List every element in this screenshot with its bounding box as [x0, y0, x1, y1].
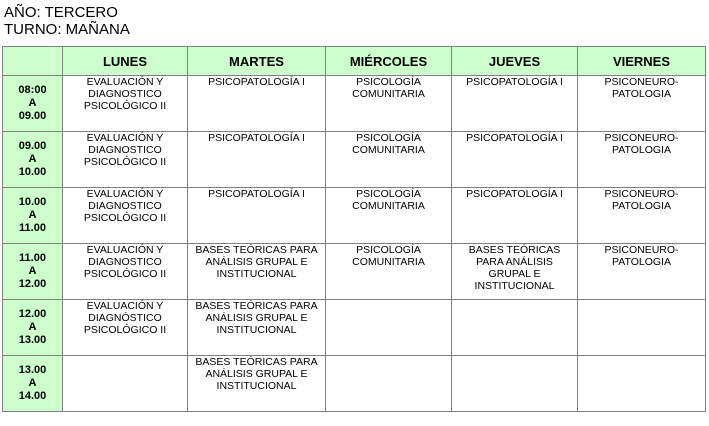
subject-line: COMUNITARIA — [352, 256, 425, 268]
class-cell — [63, 300, 188, 356]
subject-line: PSICOLOGÍA — [356, 132, 421, 144]
subject-line: EVALUACIÓN Y — [86, 244, 164, 256]
time-slot-row — [3, 188, 706, 244]
subject-line: PATOLOGIA — [612, 144, 671, 156]
empty-cell — [326, 356, 452, 412]
shift-title: TURNO: MAÑANA — [4, 21, 130, 38]
empty-cell — [63, 356, 188, 412]
time-slot-label — [3, 132, 63, 188]
class-cell — [452, 188, 578, 244]
subject-line: ANÁLISIS GRUPAL E — [205, 312, 308, 324]
time-slot-line: A — [28, 377, 37, 389]
class-cell — [63, 188, 188, 244]
empty-cell — [452, 356, 578, 412]
subject-line: PSICONEURO- — [604, 188, 679, 200]
class-cell — [188, 356, 326, 412]
time-slot-line: 13.00 — [18, 334, 47, 346]
class-cell — [578, 76, 706, 132]
subject-line: COMUNITARIA — [352, 144, 425, 156]
empty-cell — [578, 356, 706, 412]
time-slot-line: 14.00 — [18, 390, 47, 402]
class-cell — [326, 244, 452, 300]
subject-line: EVALUACIÓN Y — [86, 300, 164, 312]
class-cell — [188, 244, 326, 300]
time-slot-row — [3, 244, 706, 300]
time-slot-line: 11.00 — [19, 252, 46, 264]
subject-line: BASES TEÓRICAS PARA — [195, 300, 318, 312]
subject-line: PSICOLOGÍA — [356, 188, 421, 200]
class-cell — [188, 76, 326, 132]
time-slot-line: 12.00 — [18, 308, 47, 320]
time-slot-line: 13.00 — [18, 364, 47, 376]
class-cell — [188, 188, 326, 244]
time-slot-line: A — [28, 265, 37, 277]
class-cell — [188, 132, 326, 188]
time-slot-line: 12.00 — [18, 278, 47, 290]
day-header: VIERNES — [578, 47, 706, 76]
time-slot-line: 08:00 — [18, 84, 47, 96]
subject-line: PSICOPATOLOGÍA I — [466, 188, 563, 200]
time-slot-label — [3, 300, 63, 356]
subject-line: INSTITUCIONAL — [216, 380, 297, 392]
time-slot-line: 10.00 — [18, 166, 47, 178]
time-slot-row — [3, 300, 706, 356]
subject-line: COMUNITARIA — [352, 88, 425, 100]
subject-line: PSICOPATOLOGÍA I — [208, 188, 305, 200]
class-cell — [452, 132, 578, 188]
subject-line: COMUNITARIA — [352, 200, 425, 212]
class-cell — [63, 76, 188, 132]
class-cell — [452, 244, 578, 300]
subject-line: PSICONEURO- — [604, 132, 679, 144]
time-slot-label — [3, 188, 63, 244]
class-cell — [578, 132, 706, 188]
time-slot-line: A — [28, 321, 37, 333]
subject-line: ANÁLISIS GRUPAL E — [205, 256, 308, 268]
subject-line: DIAGNOSTICO — [88, 144, 162, 156]
time-slot-row — [3, 132, 706, 188]
subject-line: BASES TEÓRICAS PARA — [195, 244, 318, 256]
subject-line: EVALUACIÓN Y — [86, 188, 164, 200]
subject-line: PSICOLOGÍA — [356, 244, 421, 256]
time-slot-label — [3, 356, 63, 412]
class-cell — [578, 244, 706, 300]
subject-line: PSICOLÓGICO II — [83, 324, 167, 336]
subject-line: EVALUACIÓN Y — [86, 132, 164, 144]
subject-line: INSTITUCIONAL — [216, 268, 297, 280]
subject-line: PSICOPATOLOGÍA I — [208, 132, 305, 144]
subject-line: INSTITUCIONAL — [474, 280, 555, 292]
subject-line: DIAGNÓSTICO — [88, 312, 162, 324]
subject-line: PSICOLÓGICO II — [83, 100, 167, 112]
time-slot-line: A — [28, 97, 37, 109]
subject-line: PSICOLÓGICO II — [83, 268, 167, 280]
class-cell — [326, 76, 452, 132]
day-header: MARTES — [188, 47, 326, 76]
time-slot-line: 09.00 — [18, 140, 47, 152]
subject-line: DIAGNOSTICO — [88, 256, 162, 268]
time-slot-label — [3, 76, 63, 132]
corner-cell — [3, 47, 63, 76]
time-slot-line: 09.00 — [18, 110, 47, 122]
subject-line: PSICOPATOLOGÍA I — [208, 76, 305, 88]
class-cell — [63, 244, 188, 300]
subject-line: PSICOPATOLOGÍA I — [466, 132, 563, 144]
time-slot-line: A — [28, 153, 37, 165]
day-header-row — [3, 47, 706, 76]
empty-cell — [578, 300, 706, 356]
time-slot-line: 10.00 — [18, 196, 47, 208]
subject-line: PSICOLÓGICO II — [83, 156, 167, 168]
subject-line: INSTITUCIONAL — [216, 324, 297, 336]
time-slot-label — [3, 244, 63, 300]
day-header: MIÉRCOLES — [326, 47, 452, 76]
time-slot-row — [3, 356, 706, 412]
subject-line: PSICONEURO- — [604, 244, 679, 256]
schedule-table — [2, 46, 706, 412]
subject-line: PATOLOGIA — [612, 200, 671, 212]
subject-line: PSICOLOGÍA — [356, 76, 421, 88]
subject-line: PSICOLÓGICO II — [83, 212, 167, 224]
subject-line: PATOLOGIA — [612, 88, 671, 100]
class-cell — [326, 188, 452, 244]
year-title: AÑO: TERCERO — [4, 4, 118, 21]
class-cell — [63, 132, 188, 188]
empty-cell — [326, 300, 452, 356]
time-slot-line: 11.00 — [19, 222, 46, 234]
subject-line: DIAGNOSTICO — [88, 200, 162, 212]
subject-line: EVALUACIÓN Y — [86, 76, 164, 88]
subject-line: BASES TEÓRICAS — [468, 244, 561, 256]
day-header: LUNES — [63, 47, 188, 76]
time-slot-row — [3, 76, 706, 132]
subject-line: PARA ANÁLISIS — [476, 256, 553, 268]
subject-line: PSICONEURO- — [604, 76, 679, 88]
subject-line: BASES TEÓRICAS PARA — [195, 356, 318, 368]
subject-line: PSICOPATOLOGÍA I — [466, 76, 563, 88]
day-header: JUEVES — [452, 47, 578, 76]
subject-line: DIAGNOSTICO — [88, 88, 162, 100]
time-slot-line: A — [28, 209, 37, 221]
schedule-body — [3, 76, 706, 412]
empty-cell — [452, 300, 578, 356]
class-cell — [452, 76, 578, 132]
class-cell — [578, 188, 706, 244]
subject-line: ANÁLISIS GRUPAL E — [205, 368, 308, 380]
class-cell — [326, 132, 452, 188]
subject-line: PATOLOGIA — [612, 256, 671, 268]
subject-line: GRUPAL E — [488, 268, 541, 280]
class-cell — [188, 300, 326, 356]
